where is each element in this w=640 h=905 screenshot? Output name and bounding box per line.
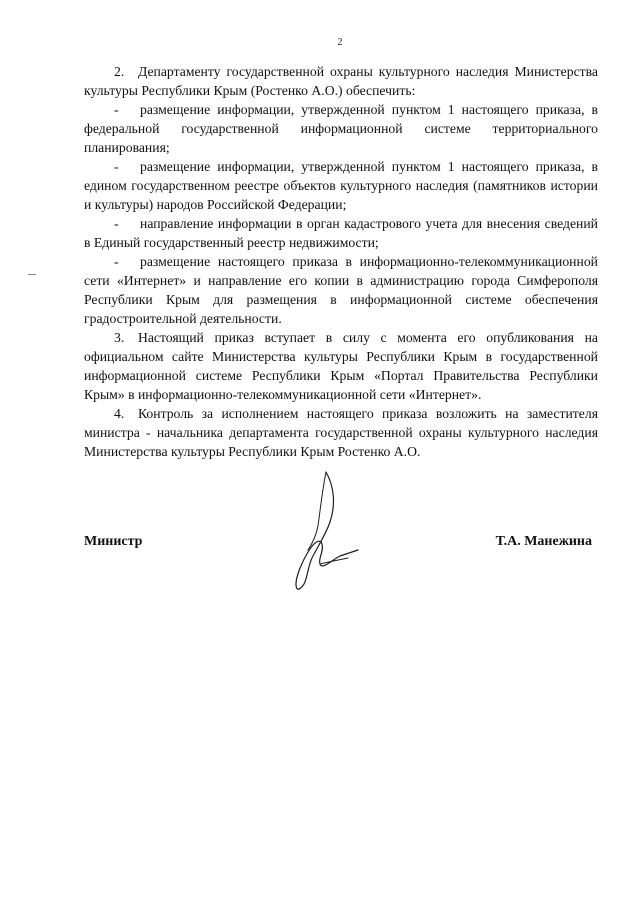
signature-stroke-main <box>296 472 358 589</box>
list-item <box>84 157 598 214</box>
list-item <box>84 100 598 157</box>
list-item-text: размещение настоящего приказа в информационно-телекоммуникационной сети «Интернет» и направление его копии в администрацию города Симферополя Республики Крым для размещения в информационной системе обеспечения градостроительной деятельности. <box>84 254 598 326</box>
signature-block <box>84 534 592 554</box>
list-dash: - <box>114 254 119 269</box>
paragraph-2: 2. Департаменту государственной охраны культурного наследия Министерства культуры Республики Крым (Ростенко А.О.) обеспечить: <box>84 64 598 98</box>
document-body <box>84 62 598 461</box>
signer-name: Т.А. Манежина <box>495 534 592 549</box>
list-item-text: размещение информации, утвержденной пунктом 1 настоящего приказа, в федеральной государственной информационной системе территориального планирования; <box>84 102 598 155</box>
page-number: 2 <box>337 37 343 48</box>
list-item <box>84 252 598 328</box>
paragraph-3: 3. Настоящий приказ вступает в силу с момента его опубликования на официальном сайте Министерства культуры Республики Крым в государственной информационной системе Республики Крым «Портал Правительства Республики Крым» в информационно-телекоммуникационной сети «Интернет». <box>84 330 598 402</box>
margin-mark <box>28 274 36 275</box>
list-dash: - <box>114 159 119 174</box>
list-dash: - <box>114 102 119 117</box>
list-item-text: направление информации в орган кадастрового учета для внесения сведений в Единый государственный реестр недвижимости; <box>84 216 598 250</box>
signer-title: Министр <box>84 534 143 549</box>
signature-stroke-tail <box>320 558 348 564</box>
list-item-text: размещение информации, утвержденной пунктом 1 настоящего приказа, в едином государственном реестре объектов культурного наследия (памятников истории и культуры) народов Российской Федерации; <box>84 159 598 212</box>
list-dash: - <box>114 216 119 231</box>
paragraph-4: 4. Контроль за исполнением настоящего приказа возложить на заместителя министра - начальника департамента государственной охраны культурного наследия Министерства культуры Республики Крым Ростенко А.О. <box>84 406 598 459</box>
handwritten-signature <box>282 466 362 598</box>
list-item <box>84 214 598 252</box>
